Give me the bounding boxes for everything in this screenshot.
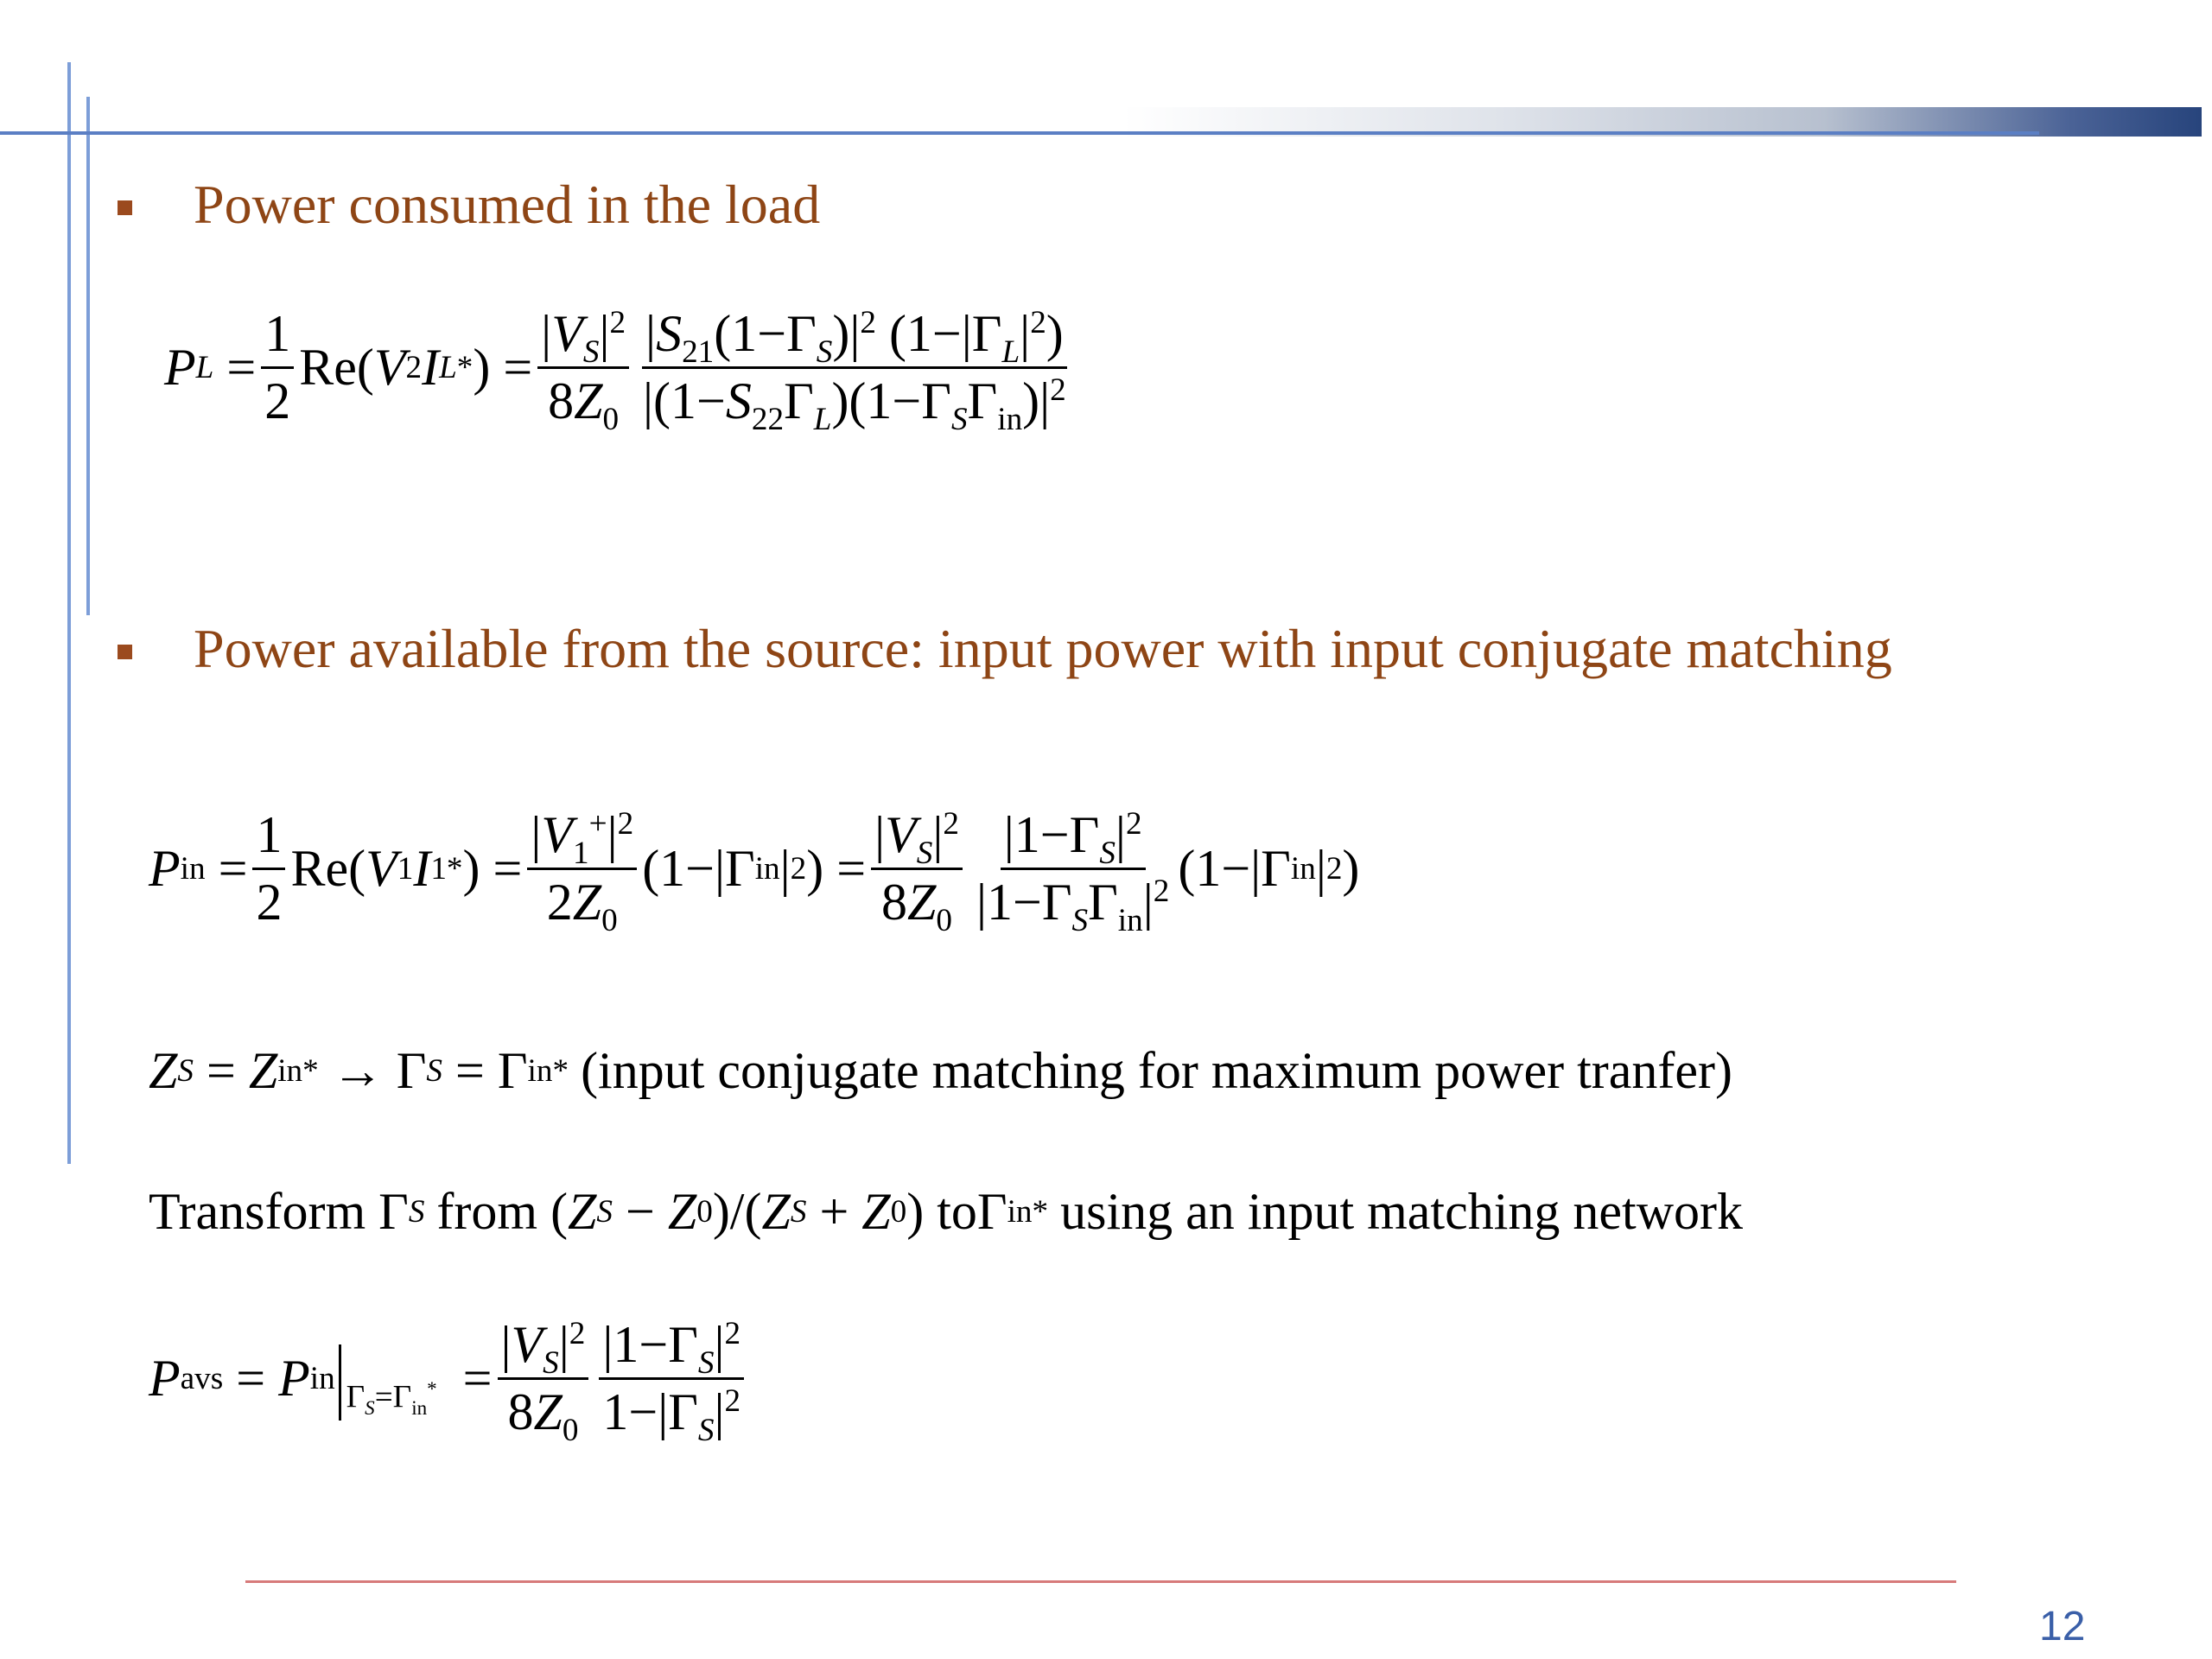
- bullet-marker: [118, 645, 132, 659]
- equation-load-power: P L = $\frac{1}{2}$ Re( V 2 I L * ) = $\frac{|V_S|^2}{8Z_0}$ $\frac{|S_{21}(1-\Gamma_S)|^2 (1-|\Gamma_L|^2)}{|(1-S_{22}\Gamma_L)(1-\Gamma_S\Gamma_{in})|^2}$: [164, 305, 1066, 437]
- equation-conjugate-match: Z S = Z in * → Γ S = Γ in * (input conjugate matching for maximum power tranfer): [149, 1042, 1732, 1099]
- transform-to: to: [937, 1183, 977, 1240]
- transform-statement: Transform Γ S from ( Z S − Z 0 )/( Z S + Z 0 ) to Γ in * using an input matching network: [149, 1183, 1743, 1240]
- bullet-power-consumed: Power consumed in the load: [194, 174, 821, 235]
- equation-input-power: P in = $\frac{1}{2}$ Re( V 1 I 1 * ) = $\frac{|V_1^+|^2}{2Z_0}$ (1−|Γ in | 2 ) = $\frac{|V_S|^2}{8Z_0}$ $\frac{|1-\Gamma_S|^2}{|1-\Gamma_S\Gamma_{in}|^2}$ (1−|Γ in | 2 ): [149, 806, 1360, 938]
- bullet-marker: [118, 200, 132, 215]
- page-number: 12: [2039, 1604, 2086, 1649]
- transform-word: Transform: [149, 1183, 366, 1240]
- equation-available-power: P avs = P in $_{\Gamma_S =\Gamma_{in}^*}$ = $\frac{|V_S|^2}{8Z_0}$ $\frac{|1-\Gamma_S|^2}{1-|\Gamma_S|^2}$: [149, 1318, 749, 1440]
- matching-note: (input conjugate matching for maximum power tranfer): [581, 1042, 1732, 1099]
- header-rule: [0, 131, 2039, 135]
- transform-from: from: [436, 1183, 538, 1240]
- bullet-power-available: Power available from the source: input power with input conjugate matching: [194, 618, 1892, 679]
- left-accent-line-inner: [86, 97, 90, 615]
- left-accent-line: [67, 62, 71, 1164]
- transform-tail: using an input matching network: [1060, 1183, 1743, 1240]
- footer-rule: [245, 1580, 1956, 1583]
